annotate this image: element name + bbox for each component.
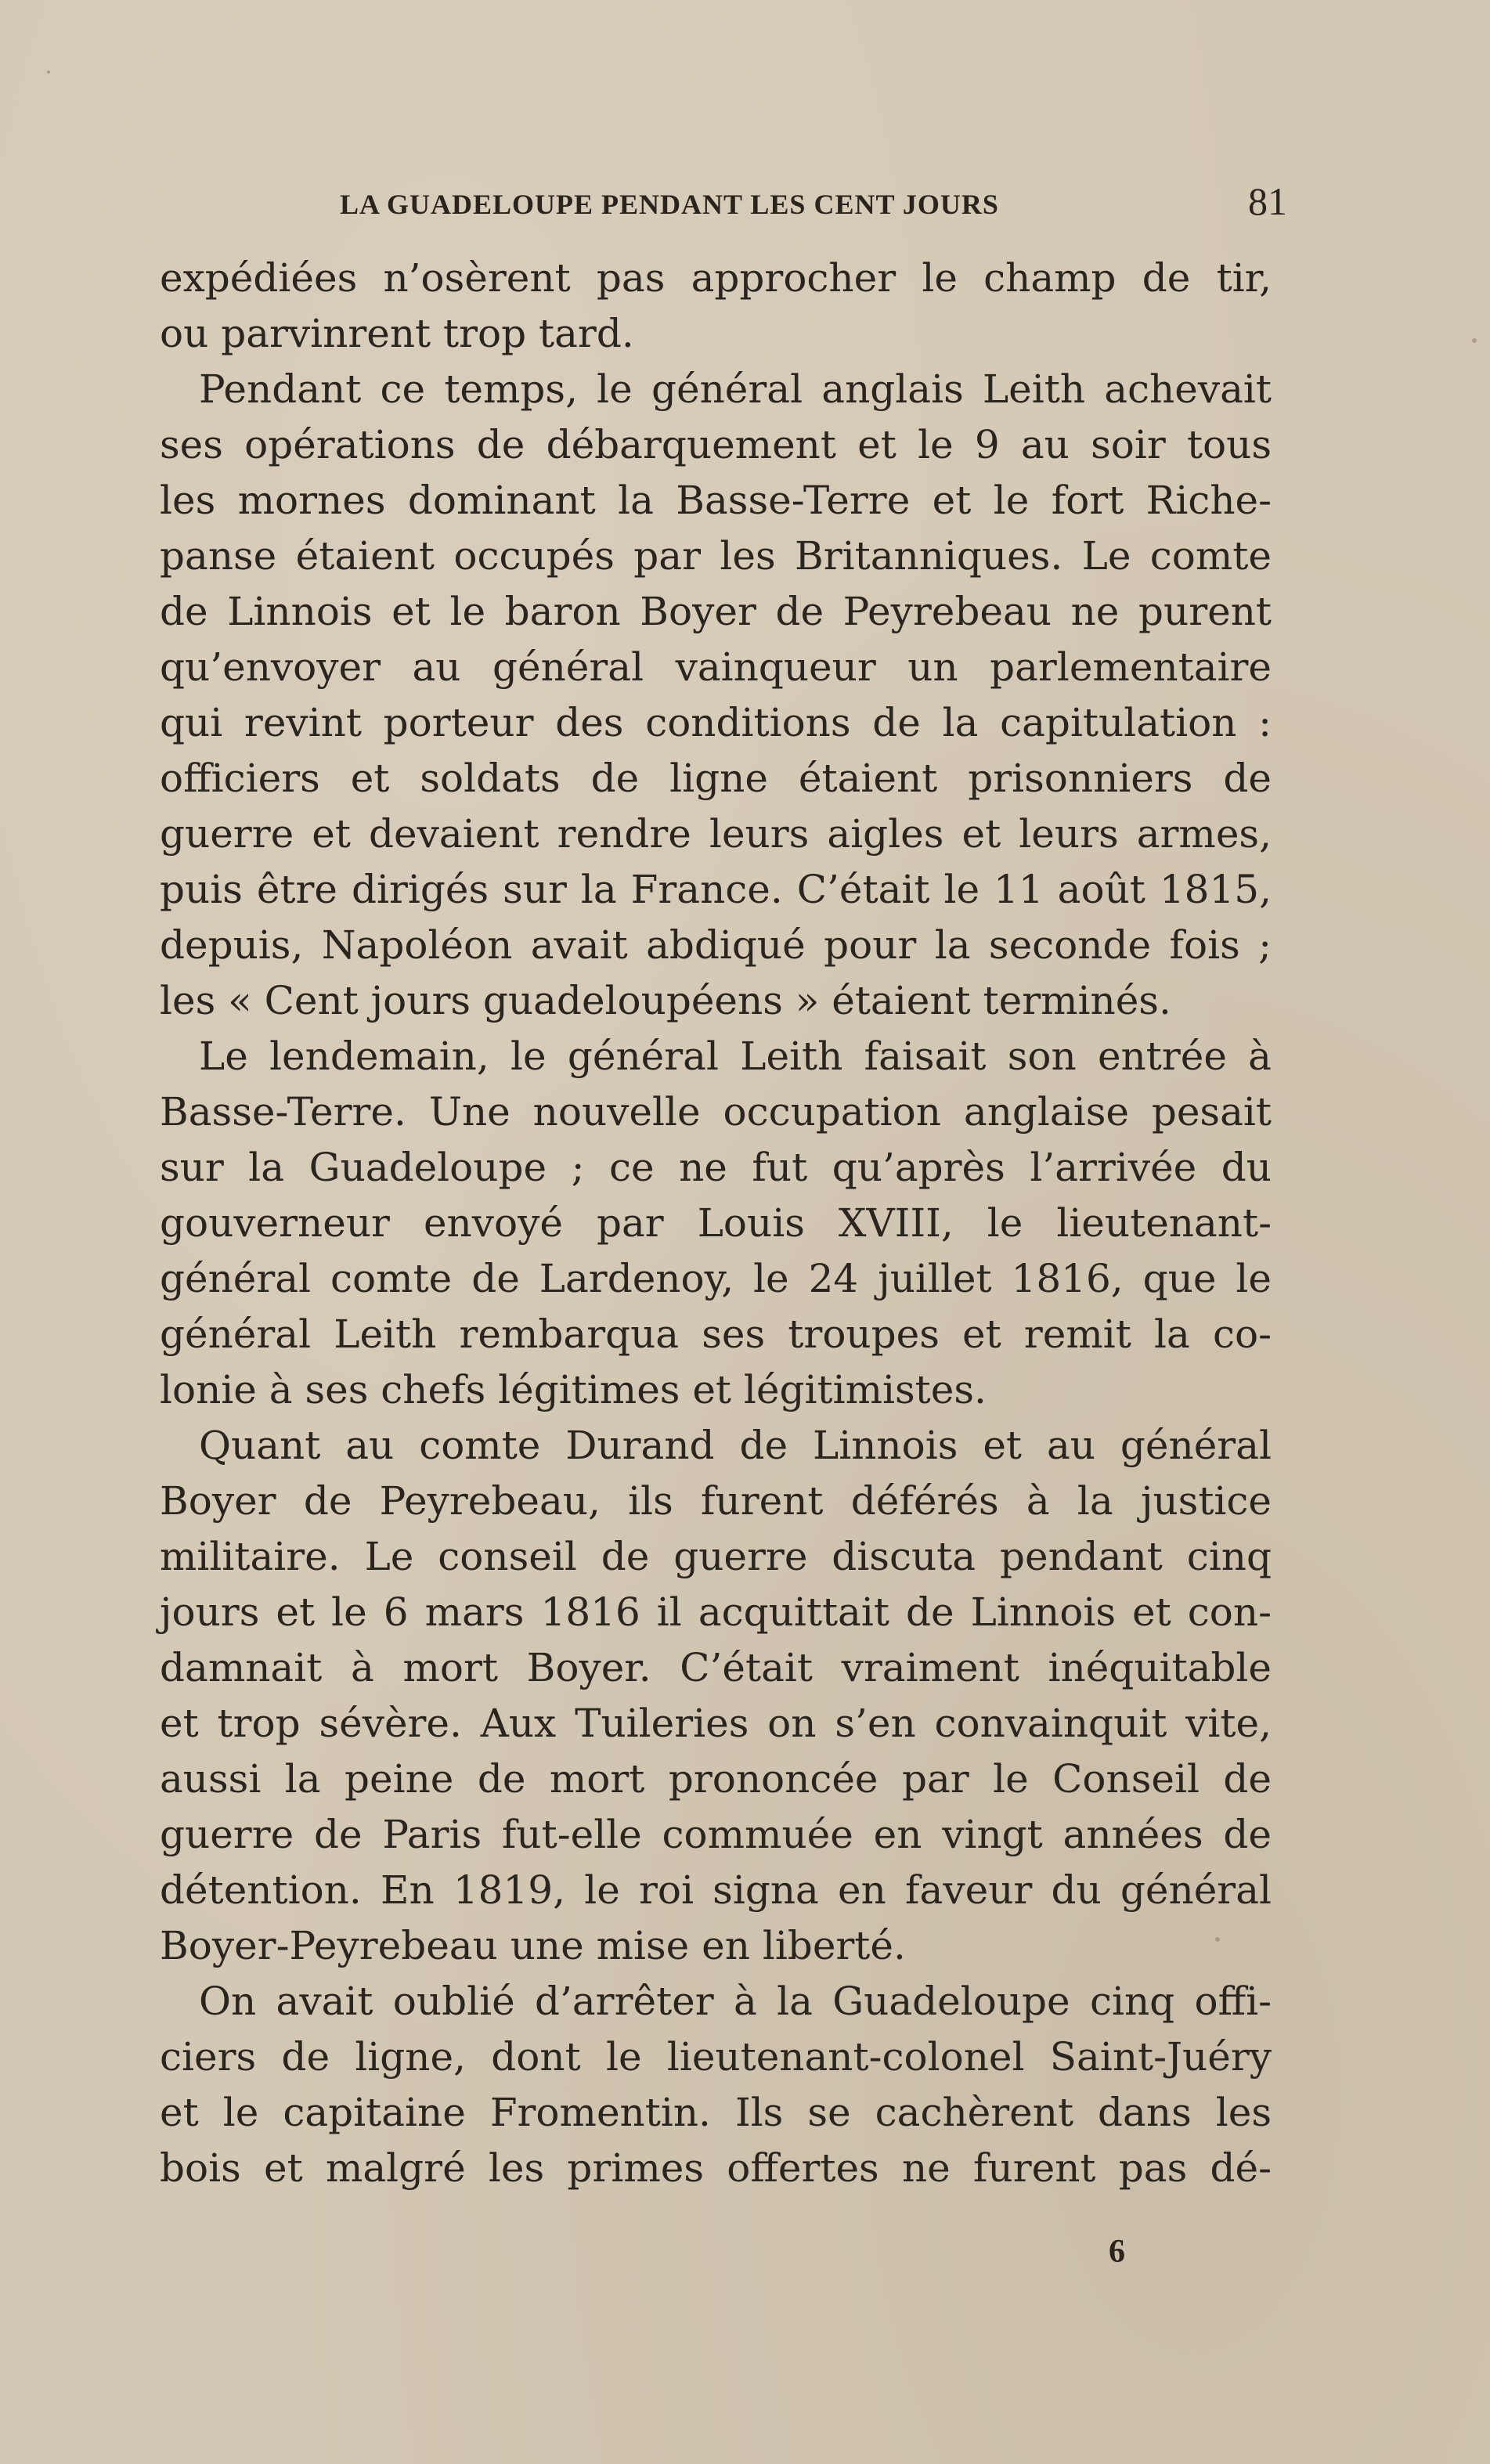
text-line: bois et malgré les primes offertes ne furent pas dé- <box>160 2145 1272 2191</box>
paper-speck <box>47 70 50 74</box>
text-line: lonie à ses chefs légitimes et légitimistes. <box>160 1367 987 1412</box>
text-line: expédiées n’osèrent pas approcher le champ de tir, <box>160 255 1272 301</box>
text-line: aussi la peine de mort prononcée par le Conseil de <box>160 1756 1272 1802</box>
text-line: et le capitaine Fromentin. Ils se cachèrent dans les <box>160 2090 1272 2135</box>
text-line: depuis, Napoléon avait abdiqué pour la seconde fois ; <box>160 922 1272 968</box>
text-line: ses opérations de débarquement et le 9 au soir tous <box>160 422 1272 467</box>
text-line: On avait oublié d’arrêter à la Guadeloupe cinq offi- <box>199 1979 1272 2024</box>
text-line: jours et le 6 mars 1816 il acquittait de Linnois et con- <box>160 1589 1272 1635</box>
text-line: détention. En 1819, le roi signa en faveur du général <box>160 1867 1272 1913</box>
text-line: ou parvinrent trop tard. <box>160 311 634 356</box>
text-line: Boyer-Peyrebeau une mise en liberté. <box>160 1923 906 1968</box>
text-line: de Linnois et le baron Boyer de Peyrebeau ne purent <box>160 589 1272 634</box>
page-number: 81 <box>1248 179 1287 223</box>
signature-mark: 6 <box>1109 2234 1125 2270</box>
running-title: LA GUADELOUPE PENDANT LES CENT JOURS <box>340 189 999 220</box>
text-line: les « Cent jours guadeloupéens » étaient terminés. <box>160 978 1171 1023</box>
text-line: Le lendemain, le général Leith faisait son entrée à <box>199 1034 1272 1079</box>
paper-speck <box>1215 1937 1220 1942</box>
text-line: Basse-Terre. Une nouvelle occupation anglaise pesait <box>160 1089 1272 1135</box>
text-line: général Leith rembarqua ses troupes et remit la co- <box>160 1311 1272 1357</box>
text-line: puis être dirigés sur la France. C’était le 11 août 1815, <box>160 867 1272 912</box>
text-line: damnait à mort Boyer. C’était vraiment inéquitable <box>160 1645 1272 1690</box>
text-line: et trop sévère. Aux Tuileries on s’en convainquit vite, <box>160 1701 1272 1746</box>
text-line: qui revint porteur des conditions de la capitulation : <box>160 700 1272 745</box>
text-line: sur la Guadeloupe ; ce ne fut qu’après l’arrivée du <box>160 1145 1272 1190</box>
text-line: Pendant ce temps, le général anglais Leith achevait <box>199 366 1272 412</box>
body-text <box>160 251 1272 2196</box>
text-line: Boyer de Peyrebeau, ils furent déférés à la justice <box>160 1478 1272 1524</box>
text-line: guerre de Paris fut-elle commuée en vingt années de <box>160 1812 1272 1857</box>
text-line: général comte de Lardenoy, le 24 juillet 1816, que le <box>160 1256 1272 1301</box>
running-head <box>340 179 1287 229</box>
text-line: qu’envoyer au général vainqueur un parlementaire <box>160 644 1272 690</box>
text-line: panse étaient occupés par les Britanniques. Le comte <box>160 533 1272 579</box>
text-line: gouverneur envoyé par Louis XVIII, le lieutenant- <box>160 1200 1272 1246</box>
text-line: officiers et soldats de ligne étaient prisonniers de <box>160 756 1272 801</box>
text-line: ciers de ligne, dont le lieutenant-colonel Saint-Juéry <box>160 2034 1272 2080</box>
paper-speck <box>1472 338 1477 343</box>
text-line: guerre et devaient rendre leurs aigles et leurs armes, <box>160 811 1272 857</box>
text-line: les mornes dominant la Basse-Terre et le fort Riche- <box>160 478 1272 523</box>
text-line: Quant au comte Durand de Linnois et au général <box>199 1423 1272 1468</box>
text-line: militaire. Le conseil de guerre discuta pendant cinq <box>160 1534 1272 1579</box>
